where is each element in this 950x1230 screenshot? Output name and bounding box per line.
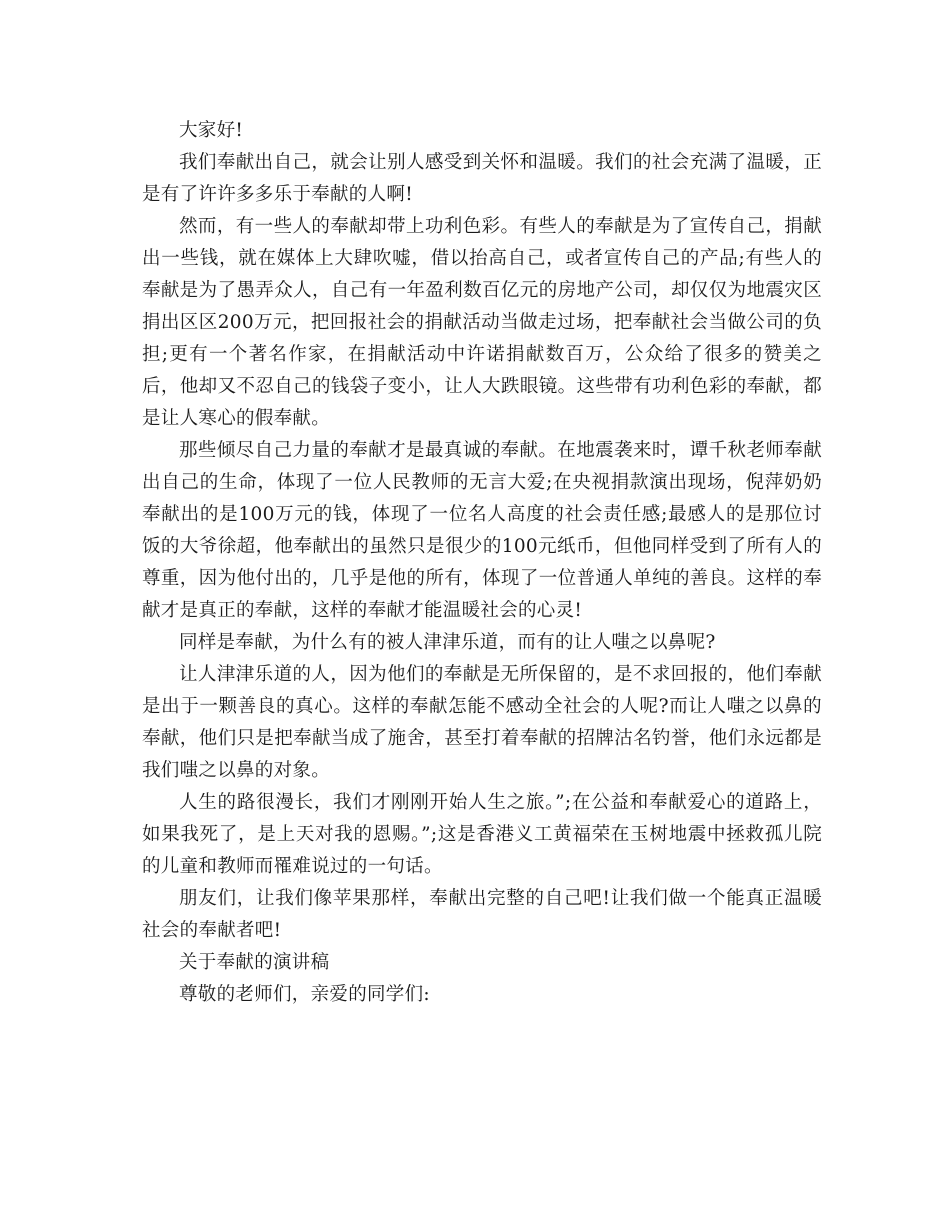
paragraph: 那些倾尽自己力量的奉献才是最真诚的奉献。在地震袭来时，谭千秋老师奉献出自己的生命，体现了一位人民教师的无言大爱;在央视捐款演出现场，倪萍奶奶奉献出的是100万元的钱，体现了一位名人高度的社会责任感;最感人的是那位讨饭的大爷徐超，他奉献出的虽然只是很少的100元纸币，但他同样受到了所有人的尊重，因为他付出的，几乎是他的所有，体现了一位普通人单纯的善良。这样的奉献才是真正的奉献，这样的奉献才能温暖社会的心灵!: [142, 440, 822, 621]
paragraph: 然而，有一些人的奉献却带上功利色彩。有些人的奉献是为了宣传自己，捐献出一些钱，就在媒体上大肆吹嘘，借以抬高自己，或者宣传自己的产品;有些人的奉献是为了愚弄众人，自己有一年盈利数百亿元的房地产公司，却仅仅为地震灾区捐出区区200万元，把回报社会的捐献活动当做走过场，把奉献社会当做公司的负担;更有一个著名作家，在捐献活动中许诺捐献数百万，公众给了很多的赞美之后，他却又不忍自己的钱袋子变小，让人大跌眼镜。这些带有功利色彩的奉献，都是让人寒心的假奉献。: [142, 216, 822, 429]
paragraph: 同样是奉献，为什么有的被人津津乐道，而有的让人嗤之以鼻呢?: [179, 632, 716, 653]
paragraph: 让人津津乐道的人，因为他们的奉献是无所保留的，是不求回报的，他们奉献是出于一颗善良的真心。这样的奉献怎能不感动全社会的人呢?而让人嗤之以鼻的奉献，他们只是把奉献当成了施舍，甚至打着奉献的招牌沽名钓誉，他们永远都是我们嗤之以鼻的对象。: [142, 664, 822, 781]
paragraph: 我们奉献出自己，就会让别人感受到关怀和温暖。我们的社会充满了温暖，正是有了许许多多乐于奉献的人啊!: [142, 152, 822, 205]
closing-paragraph: 朋友们，让我们像苹果那样，奉献出完整的自己吧!让我们做一个能真正温暖社会的奉献者吧!: [142, 888, 822, 941]
section-title: 关于奉献的演讲稿: [179, 952, 330, 973]
greeting-paragraph: 大家好!: [179, 120, 244, 141]
document-body: [142, 115, 822, 1011]
salutation: 尊敬的老师们，亲爱的同学们:: [179, 984, 430, 1005]
paragraph: 人生的路很漫长，我们才刚刚开始人生之旅。”;在公益和奉献爱心的道路上，如果我死了，是上天对我的恩赐。”;这是香港义工黄福荣在玉树地震中拯救孤儿院的儿童和教师而罹难说过的一句话。: [142, 792, 822, 877]
